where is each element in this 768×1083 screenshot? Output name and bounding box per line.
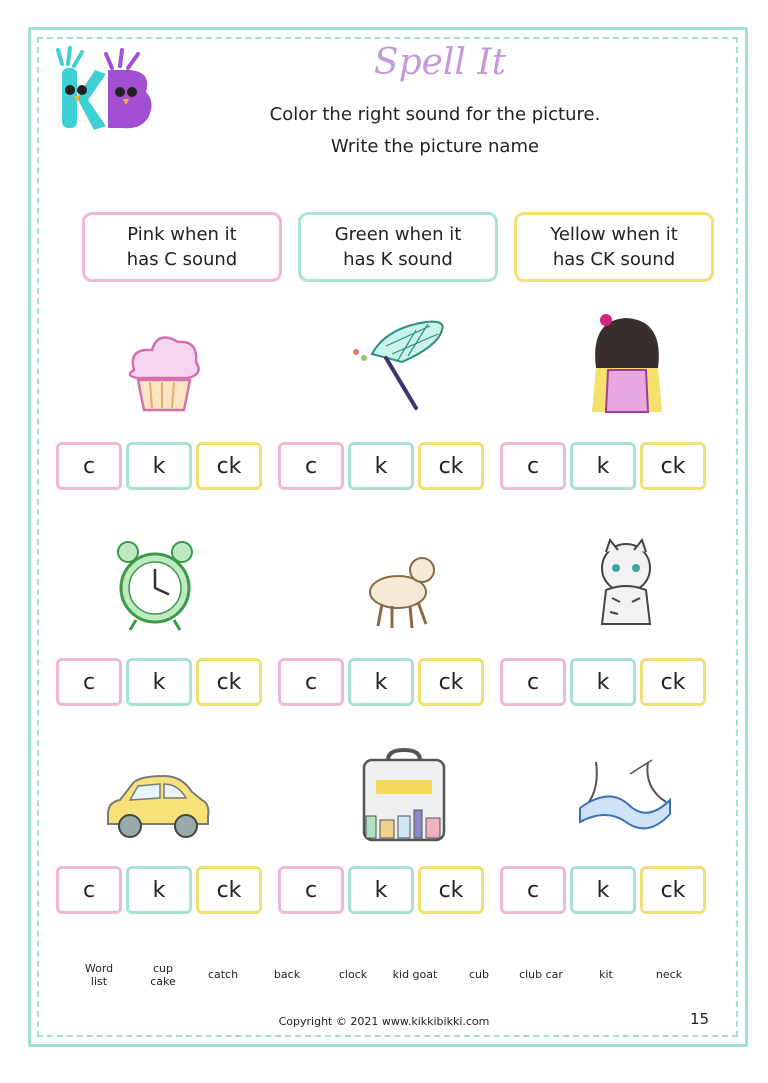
word-item: back [273,968,301,981]
word-item: neck [655,968,683,981]
word-item: kid goat [392,968,438,981]
legend-green-line2: has K sound [343,249,453,270]
cupcake-icon [104,318,224,428]
tiger-cub-icon [570,532,690,642]
option-ck[interactable]: ck [196,658,262,706]
option-ck[interactable]: ck [640,866,706,914]
word-list-label-1: Word [84,962,114,975]
word-item: club car [519,968,563,981]
option-c[interactable]: c [56,866,122,914]
page-title: Spell It [373,42,507,83]
option-c[interactable]: c [278,442,344,490]
option-c[interactable]: c [278,658,344,706]
option-ck[interactable]: ck [418,442,484,490]
option-c[interactable]: c [56,658,122,706]
word-item: cub [468,968,489,981]
option-k[interactable]: k [126,658,192,706]
alarm-clock-icon [98,530,218,640]
option-k[interactable]: k [348,658,414,706]
option-c[interactable]: c [278,866,344,914]
legend-pink [82,212,282,282]
kb-logo-icon [50,44,160,136]
option-k[interactable]: k [570,866,636,914]
legend-green [298,212,498,282]
goat-kid-icon [346,536,466,646]
option-k[interactable]: k [348,866,414,914]
legend-yellow-line1: Yellow when it [550,224,678,245]
legend-yellow-line2: has CK sound [552,249,676,270]
option-ck[interactable]: ck [418,658,484,706]
car-icon [98,748,218,858]
legend-pink-line2: has C sound [126,249,238,270]
page-number: 15 [690,1010,710,1028]
word-item: cup [152,962,173,975]
option-ck[interactable]: ck [196,442,262,490]
option-c[interactable]: c [56,442,122,490]
butterfly-net-icon [346,300,466,410]
word-list-label [64,962,134,988]
option-k[interactable]: k [126,442,192,490]
word-item: catch [207,968,239,981]
option-ck[interactable]: ck [640,442,706,490]
legend-green-line1: Green when it [334,224,462,245]
word-item: clock [338,968,368,981]
kit-bag-icon [346,746,466,856]
option-ck[interactable]: ck [640,658,706,706]
option-k[interactable]: k [570,442,636,490]
option-ck[interactable]: ck [418,866,484,914]
instruction-line-2: Write the picture name [330,136,540,157]
instruction-line-1: Color the right sound for the picture. [269,104,601,125]
option-k[interactable]: k [570,658,636,706]
word-item: cake [150,975,176,988]
option-c[interactable]: c [500,866,566,914]
girl-back-icon [570,308,690,418]
word-item: kit [599,968,613,981]
legend-yellow [514,212,714,282]
option-c[interactable]: c [500,442,566,490]
option-c[interactable]: c [500,658,566,706]
option-k[interactable]: k [126,866,192,914]
legend-pink-line1: Pink when it [127,224,237,245]
copyright-text: Copyright © 2021 www.kikkibikki.com [278,1015,490,1028]
option-ck[interactable]: ck [196,866,262,914]
word-list-label-2: list [90,975,108,988]
option-k[interactable]: k [348,442,414,490]
neck-icon [570,752,690,862]
